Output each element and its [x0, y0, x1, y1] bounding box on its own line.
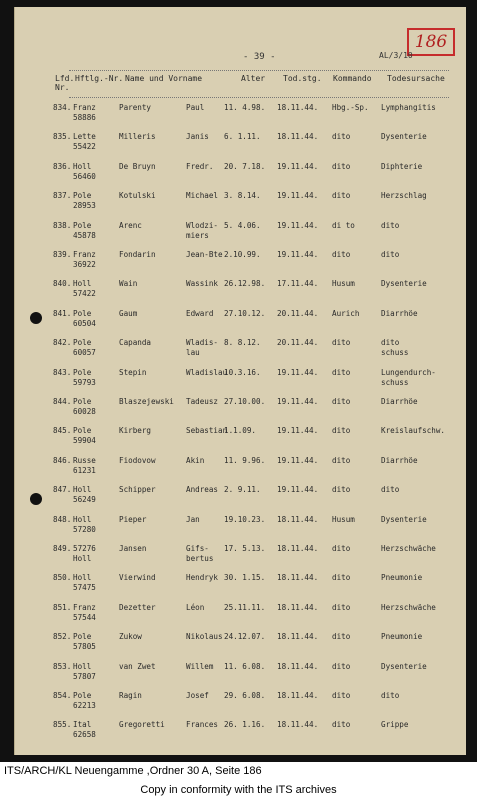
record-number: 855.	[53, 720, 72, 730]
header-rule-top	[69, 70, 449, 71]
nationality-line2: 60504	[73, 318, 96, 328]
nationality-line2: 62213	[73, 701, 96, 710]
nationality-line2: 57544	[73, 612, 96, 622]
cause-of-death: Dysenterie	[381, 661, 427, 671]
nationality-line2: 60057	[73, 348, 96, 358]
death-date: 18.11.44.	[277, 544, 319, 553]
cause-of-death: dito	[381, 485, 400, 495]
table-row	[15, 426, 467, 456]
record-number: 840.	[53, 279, 72, 289]
surname: Schipper	[119, 485, 156, 495]
birth-date: 2. 9.11.	[224, 485, 261, 495]
surname: Pieper	[119, 514, 147, 524]
kommando: dito	[332, 132, 351, 142]
conformity-caption: Copy in conformity with the ITS archives	[140, 784, 337, 796]
cause-of-death: dito	[381, 220, 400, 230]
death-date: 20.11.44.	[277, 308, 319, 318]
first-name: Wladislau	[186, 367, 228, 377]
nationality: Franz 58886	[73, 103, 113, 123]
nationality-line2: 57280	[73, 524, 96, 534]
cause-of-death: dito schuss	[381, 338, 467, 358]
record-number: 838.	[53, 220, 72, 230]
first-name: Andreas	[186, 485, 219, 495]
first-name: Wlodzi- miers	[186, 221, 236, 241]
death-date: 19.11.44.	[277, 397, 319, 406]
record-number: 845.	[53, 426, 72, 436]
record-number: 834.	[53, 103, 72, 112]
surname: Arenc	[119, 220, 142, 230]
table-row	[15, 456, 467, 486]
archive-stamp: 186	[407, 28, 455, 56]
first-name: Hendryk	[186, 573, 219, 583]
nationality-line2: 57805	[73, 642, 96, 652]
record-number: 837.	[53, 191, 72, 201]
table-row	[15, 221, 467, 251]
cause-of-death: Diphterie	[381, 161, 423, 171]
kommando: dito	[332, 544, 351, 553]
record-number: 836.	[53, 161, 72, 171]
table-row	[15, 338, 467, 368]
record-number: 841.	[53, 308, 72, 318]
birth-date: 29. 6.08.	[224, 691, 266, 700]
record-number: 853.	[53, 661, 72, 671]
cause-of-death-line2: schuss	[381, 348, 409, 358]
record-number: 852.	[53, 632, 72, 642]
birth-date: 11. 4.98.	[224, 103, 266, 112]
table-row	[15, 485, 467, 515]
record-number: 850.	[53, 573, 72, 583]
cause-of-death: Pneumonie	[381, 573, 423, 583]
first-name: Gifs- bertus	[186, 544, 236, 564]
record-number: 849.	[53, 544, 72, 553]
kommando: dito	[332, 397, 351, 406]
first-name: Léon	[186, 602, 205, 612]
cause-of-death-line2: schuss	[381, 377, 409, 387]
cause-of-death: Pneumonie	[381, 632, 423, 642]
cause-of-death: Herzschlag	[381, 191, 427, 201]
table-row	[15, 720, 467, 750]
death-date: 18.11.44.	[277, 514, 319, 524]
nationality: Pole 45878	[73, 221, 113, 241]
cause-of-death: Kreislaufschw.	[381, 426, 446, 436]
first-name-line2: miers	[186, 230, 209, 240]
surname: De Bruyn	[119, 161, 156, 171]
table-row	[15, 515, 467, 545]
nationality: Holl 56249	[73, 485, 113, 505]
cause-of-death: Diarrhöe	[381, 397, 418, 406]
table-row	[15, 397, 467, 427]
first-name: Wassink	[186, 279, 219, 289]
death-date: 20.11.44.	[277, 338, 319, 348]
table-row	[15, 279, 467, 309]
death-date: 19.11.44.	[277, 455, 319, 465]
nationality-line2: Holl	[73, 554, 92, 563]
cause-of-death: Diarrhöe	[381, 308, 418, 318]
nationality-line2: 59904	[73, 436, 96, 446]
kommando: Husum	[332, 279, 355, 289]
table-row	[15, 368, 467, 398]
nationality: Holl 57422	[73, 279, 113, 299]
nationality: Pole 60504	[73, 309, 113, 329]
nationality: Pole 62213	[73, 691, 113, 711]
death-date: 17.11.44.	[277, 279, 319, 289]
kommando: Husum	[332, 514, 355, 524]
nationality-line2: 58886	[73, 113, 96, 122]
first-name: Tadeusz	[186, 397, 219, 406]
kommando: dito	[332, 573, 351, 583]
cause-of-death: Herzschwäche	[381, 544, 436, 553]
nationality: Holl 56460	[73, 162, 113, 182]
nationality: Holl 57807	[73, 662, 113, 682]
birth-date: 27.10.00.	[224, 397, 266, 406]
surname: Gregoretti	[119, 720, 165, 730]
surname: Blaszejewski	[119, 397, 174, 406]
record-number: 846.	[53, 455, 72, 465]
header-birth: Alter	[241, 74, 266, 83]
cause-of-death: Lymphangitis	[381, 103, 436, 112]
cause-of-death: Herzschwäche	[381, 602, 436, 612]
nationality: Pole 59793	[73, 368, 113, 388]
surname: Dezetter	[119, 602, 156, 612]
document-page	[14, 7, 466, 755]
birth-date: 6. 1.11.	[224, 132, 261, 142]
birth-date: 26.12.98.	[224, 279, 266, 289]
birth-date: 25.11.11.	[224, 602, 266, 612]
nationality: Pole 59904	[73, 426, 113, 446]
birth-date: 11. 6.08.	[224, 661, 266, 671]
surname: Stepin	[119, 367, 147, 377]
birth-date: 19.10.23.	[224, 514, 266, 524]
table-row	[15, 691, 467, 721]
kommando: dito	[332, 661, 351, 671]
kommando: dito	[332, 632, 351, 642]
table-row	[15, 632, 467, 662]
kommando: di to	[332, 220, 355, 230]
surname: Kirberg	[119, 426, 152, 436]
nationality-line2: 45878	[73, 230, 96, 240]
kommando: dito	[332, 455, 351, 465]
table-row	[15, 132, 467, 162]
reference-code: AL/3/10	[379, 51, 413, 60]
death-date: 18.11.44.	[277, 691, 319, 700]
first-name: Fredr.	[186, 161, 214, 171]
nationality: Ital 62658	[73, 720, 113, 740]
cause-of-death: Lungendurch- schuss	[381, 368, 467, 388]
cause-of-death: Dysenterie	[381, 132, 427, 142]
death-date: 18.11.44.	[277, 661, 319, 671]
death-date: 18.11.44.	[277, 103, 319, 112]
birth-date: 30. 1.15.	[224, 573, 266, 583]
birth-date: 24.12.07.	[224, 632, 266, 642]
nationality-line2: 56460	[73, 171, 96, 181]
header-cause: Todesursache	[387, 74, 445, 83]
birth-date: 5. 4.06.	[224, 220, 261, 230]
nationality: Pole 28953	[73, 191, 113, 211]
surname: Zukow	[119, 632, 142, 642]
record-number: 843.	[53, 367, 72, 377]
cause-of-death: dito	[381, 250, 400, 259]
kommando: dito	[332, 367, 351, 377]
header-death: Tod.stg.	[283, 74, 322, 83]
nationality: Pole 60057	[73, 338, 113, 358]
kommando: dito	[332, 338, 351, 348]
nationality-line2: 28953	[73, 201, 96, 211]
first-name: Josef	[186, 691, 209, 700]
kommando: Aurich	[332, 308, 360, 318]
death-date: 19.11.44.	[277, 250, 319, 259]
cause-of-death: Grippe	[381, 720, 409, 730]
kommando: dito	[332, 250, 351, 259]
nationality-line2: 61231	[73, 465, 96, 475]
birth-date: 26. 1.16.	[224, 720, 266, 730]
nationality: Lette 55422	[73, 132, 113, 152]
nationality-line2: 62658	[73, 730, 96, 740]
first-name: Jan	[186, 514, 200, 524]
surname: Jansen	[119, 544, 147, 553]
surname: van Zwet	[119, 661, 156, 671]
birth-date: 20. 7.18.	[224, 161, 266, 171]
table-row	[15, 162, 467, 192]
nationality: 57276 Holl	[73, 544, 113, 564]
first-name: Edward	[186, 308, 214, 318]
first-name: Sebastian	[186, 426, 228, 436]
header-name: Name und Vorname	[125, 74, 203, 83]
record-number: 851.	[53, 602, 72, 612]
birth-date: 2.10.99.	[224, 250, 261, 259]
kommando: dito	[332, 720, 351, 730]
first-name: Jean-Bte	[186, 250, 223, 259]
birth-date: 3. 8.14.	[224, 191, 261, 201]
nationality-line2: 59793	[73, 377, 96, 387]
table-row	[15, 573, 467, 603]
punch-hole	[30, 312, 42, 324]
death-date: 19.11.44.	[277, 426, 319, 436]
kommando: dito	[332, 426, 351, 436]
surname: Wain	[119, 279, 138, 289]
birth-date: 17. 5.13.	[224, 544, 266, 553]
nationality: Pole 57805	[73, 632, 113, 652]
surname: Capanda	[119, 338, 152, 348]
header-nr: Lfd. Nr.	[55, 74, 75, 92]
nationality: Pole 60028	[73, 397, 113, 417]
death-date: 19.11.44.	[277, 191, 319, 201]
first-name: Michael	[186, 191, 219, 201]
nationality: Franz 57544	[73, 603, 113, 623]
kommando: dito	[332, 191, 351, 201]
table-row	[15, 309, 467, 339]
header-kommando: Kommando	[333, 74, 372, 83]
nationality: Franz 36922	[73, 250, 113, 270]
death-date: 19.11.44.	[277, 161, 319, 171]
record-number: 848.	[53, 514, 72, 524]
death-date: 18.11.44.	[277, 602, 319, 612]
first-name: Paul	[186, 103, 205, 112]
nationality-line2: 57807	[73, 671, 96, 681]
first-name-line2: bertus	[186, 554, 214, 563]
birth-date: 27.10.12.	[224, 308, 266, 318]
cause-of-death: Diarrhöe	[381, 455, 418, 465]
nationality-line2: 57475	[73, 583, 96, 593]
death-date: 18.11.44.	[277, 632, 319, 642]
kommando: dito	[332, 485, 351, 495]
surname: Vierwind	[119, 573, 156, 583]
death-date: 18.11.44.	[277, 720, 319, 730]
first-name-line2: lau	[186, 348, 200, 358]
header-rule-bottom	[69, 97, 449, 98]
cause-of-death: dito	[381, 691, 400, 700]
table-row	[15, 544, 467, 574]
first-name: Wladis- lau	[186, 338, 236, 358]
nationality-line2: 36922	[73, 260, 96, 269]
surname: Ragin	[119, 691, 142, 700]
record-number: 844.	[53, 397, 72, 406]
table-row	[15, 250, 467, 280]
kommando: Hbg.-Sp.	[332, 103, 369, 112]
first-name: Akin	[186, 455, 205, 465]
nationality: Holl 57475	[73, 573, 113, 593]
death-date: 19.11.44.	[277, 485, 319, 495]
page-number: - 39 -	[243, 52, 276, 62]
source-caption: ITS/ARCH/KL Neuengamme ,Ordner 30 A, Seite 186	[4, 765, 262, 777]
first-name: Willem	[186, 661, 214, 671]
table-row	[15, 662, 467, 692]
surname: Kotulski	[119, 191, 156, 201]
table-row	[15, 191, 467, 221]
birth-date: 8. 8.12.	[224, 338, 261, 348]
nationality-line2: 57422	[73, 289, 96, 299]
nationality-line2: 56249	[73, 495, 96, 505]
surname: Fondarin	[119, 250, 156, 259]
record-number: 842.	[53, 338, 72, 348]
surname: Milleris	[119, 132, 156, 142]
kommando: dito	[332, 691, 351, 700]
record-number: 847.	[53, 485, 72, 495]
kommando: dito	[332, 161, 351, 171]
death-date: 19.11.44.	[277, 220, 319, 230]
birth-date: 1.1.09.	[224, 426, 257, 436]
table-row	[15, 103, 467, 133]
record-number: 854.	[53, 691, 72, 700]
record-number: 839.	[53, 250, 72, 259]
nationality-line2: 60028	[73, 407, 96, 416]
first-name: Nikolaus	[186, 632, 223, 642]
death-date: 19.11.44.	[277, 367, 319, 377]
first-name: Janis	[186, 132, 209, 142]
header-hftlg: Hftlg.-Nr.	[75, 74, 124, 83]
nationality: Holl 57280	[73, 515, 113, 535]
table-row	[15, 603, 467, 633]
cause-of-death: Dysenterie	[381, 279, 427, 289]
birth-date: 11. 9.96.	[224, 455, 266, 465]
surname: Parenty	[119, 103, 152, 112]
punch-hole	[30, 493, 42, 505]
death-date: 18.11.44.	[277, 573, 319, 583]
surname: Fiodovow	[119, 455, 156, 465]
kommando: dito	[332, 602, 351, 612]
birth-date: 10.3.16.	[224, 367, 261, 377]
record-number: 835.	[53, 132, 72, 142]
nationality-line2: 55422	[73, 142, 96, 152]
first-name: Frances	[186, 720, 219, 730]
surname: Gaum	[119, 308, 138, 318]
nationality: Russe 61231	[73, 456, 113, 476]
death-date: 18.11.44.	[277, 132, 319, 142]
cause-of-death: Dysenterie	[381, 514, 427, 524]
